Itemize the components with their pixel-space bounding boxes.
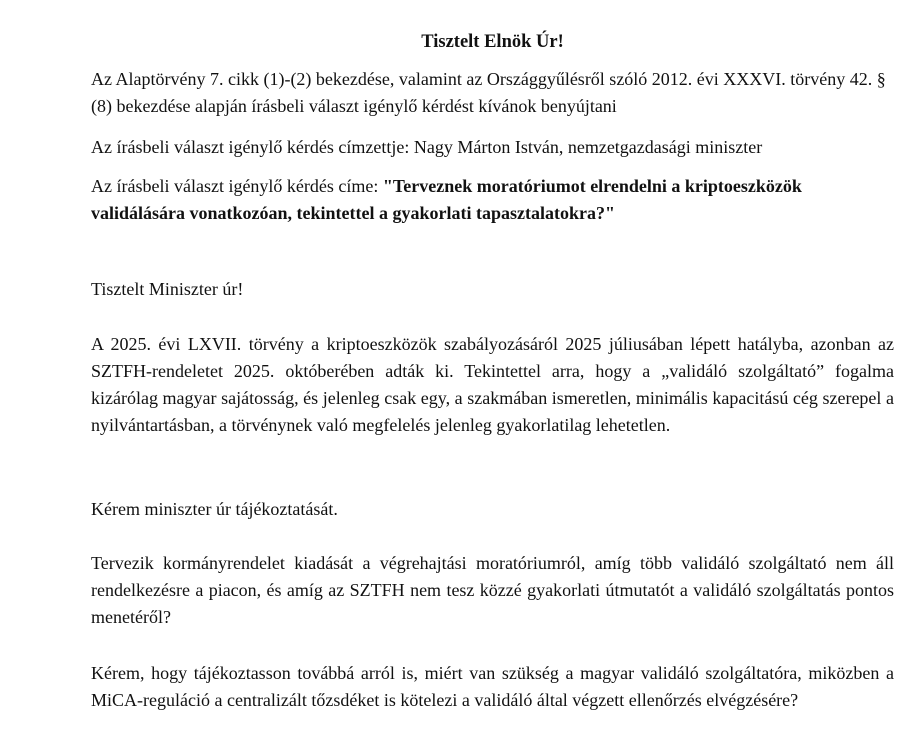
paragraph-question-moratorium: Tervezik kormányrendelet kiadását a végrehajtási moratóriumról, amíg több validáló szolgáltató nem áll rendelkezésre a piacon, és amíg az SZTFH nem tesz közzé gyakorlati útmutatót a validáló szolgáltatás pontos menetéről? bbox=[91, 553, 894, 627]
paragraph-question-validator: Kérem, hogy tájékoztasson továbbá arról is, miért van szükség a magyar validáló szolgáltatóra, miközben a MiCA-reguláció a centralizált tőzsdéket is kötelezi a validáló által végzett ellenőrzés elvégzésére? bbox=[91, 663, 894, 710]
question-title-paragraph bbox=[91, 173, 894, 227]
document-heading: Tisztelt Elnök Úr! bbox=[421, 32, 564, 52]
paragraph-context: A 2025. évi LXVII. törvény a kriptoeszközök szabályozásáról 2025 júliusában lépett hatályba, azonban az SZTFH-rendeletet 2025. októberében adták ki. Tekintettel arra, hogy a „validáló szolgáltató” fogalma kizárólag magyar sajátosság, és jelenleg csak egy, a szakmában ismeretlen, minimális kapacitású cég szerepel a nyilvántartásban, a törvénynek való megfelelés jelenleg gyakorlatilag lehetetlen. bbox=[91, 334, 894, 435]
salutation: Tisztelt Miniszter úr! bbox=[91, 279, 244, 299]
addressee-line: Az írásbeli választ igénylő kérdés címzettje: Nagy Márton István, nemzetgazdasági miniszter bbox=[91, 137, 763, 157]
question-title-label: Az írásbeli választ igénylő kérdés címe: bbox=[91, 176, 383, 196]
question-title: "Terveznek moratóriumot elrendelni a kriptoeszközök validálására vonatkozóan, tekintettel a gyakorlati tapasztalatokra?" bbox=[91, 176, 802, 223]
paragraph-request: Kérem miniszter úr tájékoztatását. bbox=[91, 499, 338, 519]
intro-paragraph: Az Alaptörvény 7. cikk (1)-(2) bekezdése, valamint az Országgyűlésről szóló 2012. évi XXXVI. törvény 42. § (8) bekezdése alapján írásbeli választ igénylő kérdést kívánok benyújtani bbox=[91, 69, 886, 116]
